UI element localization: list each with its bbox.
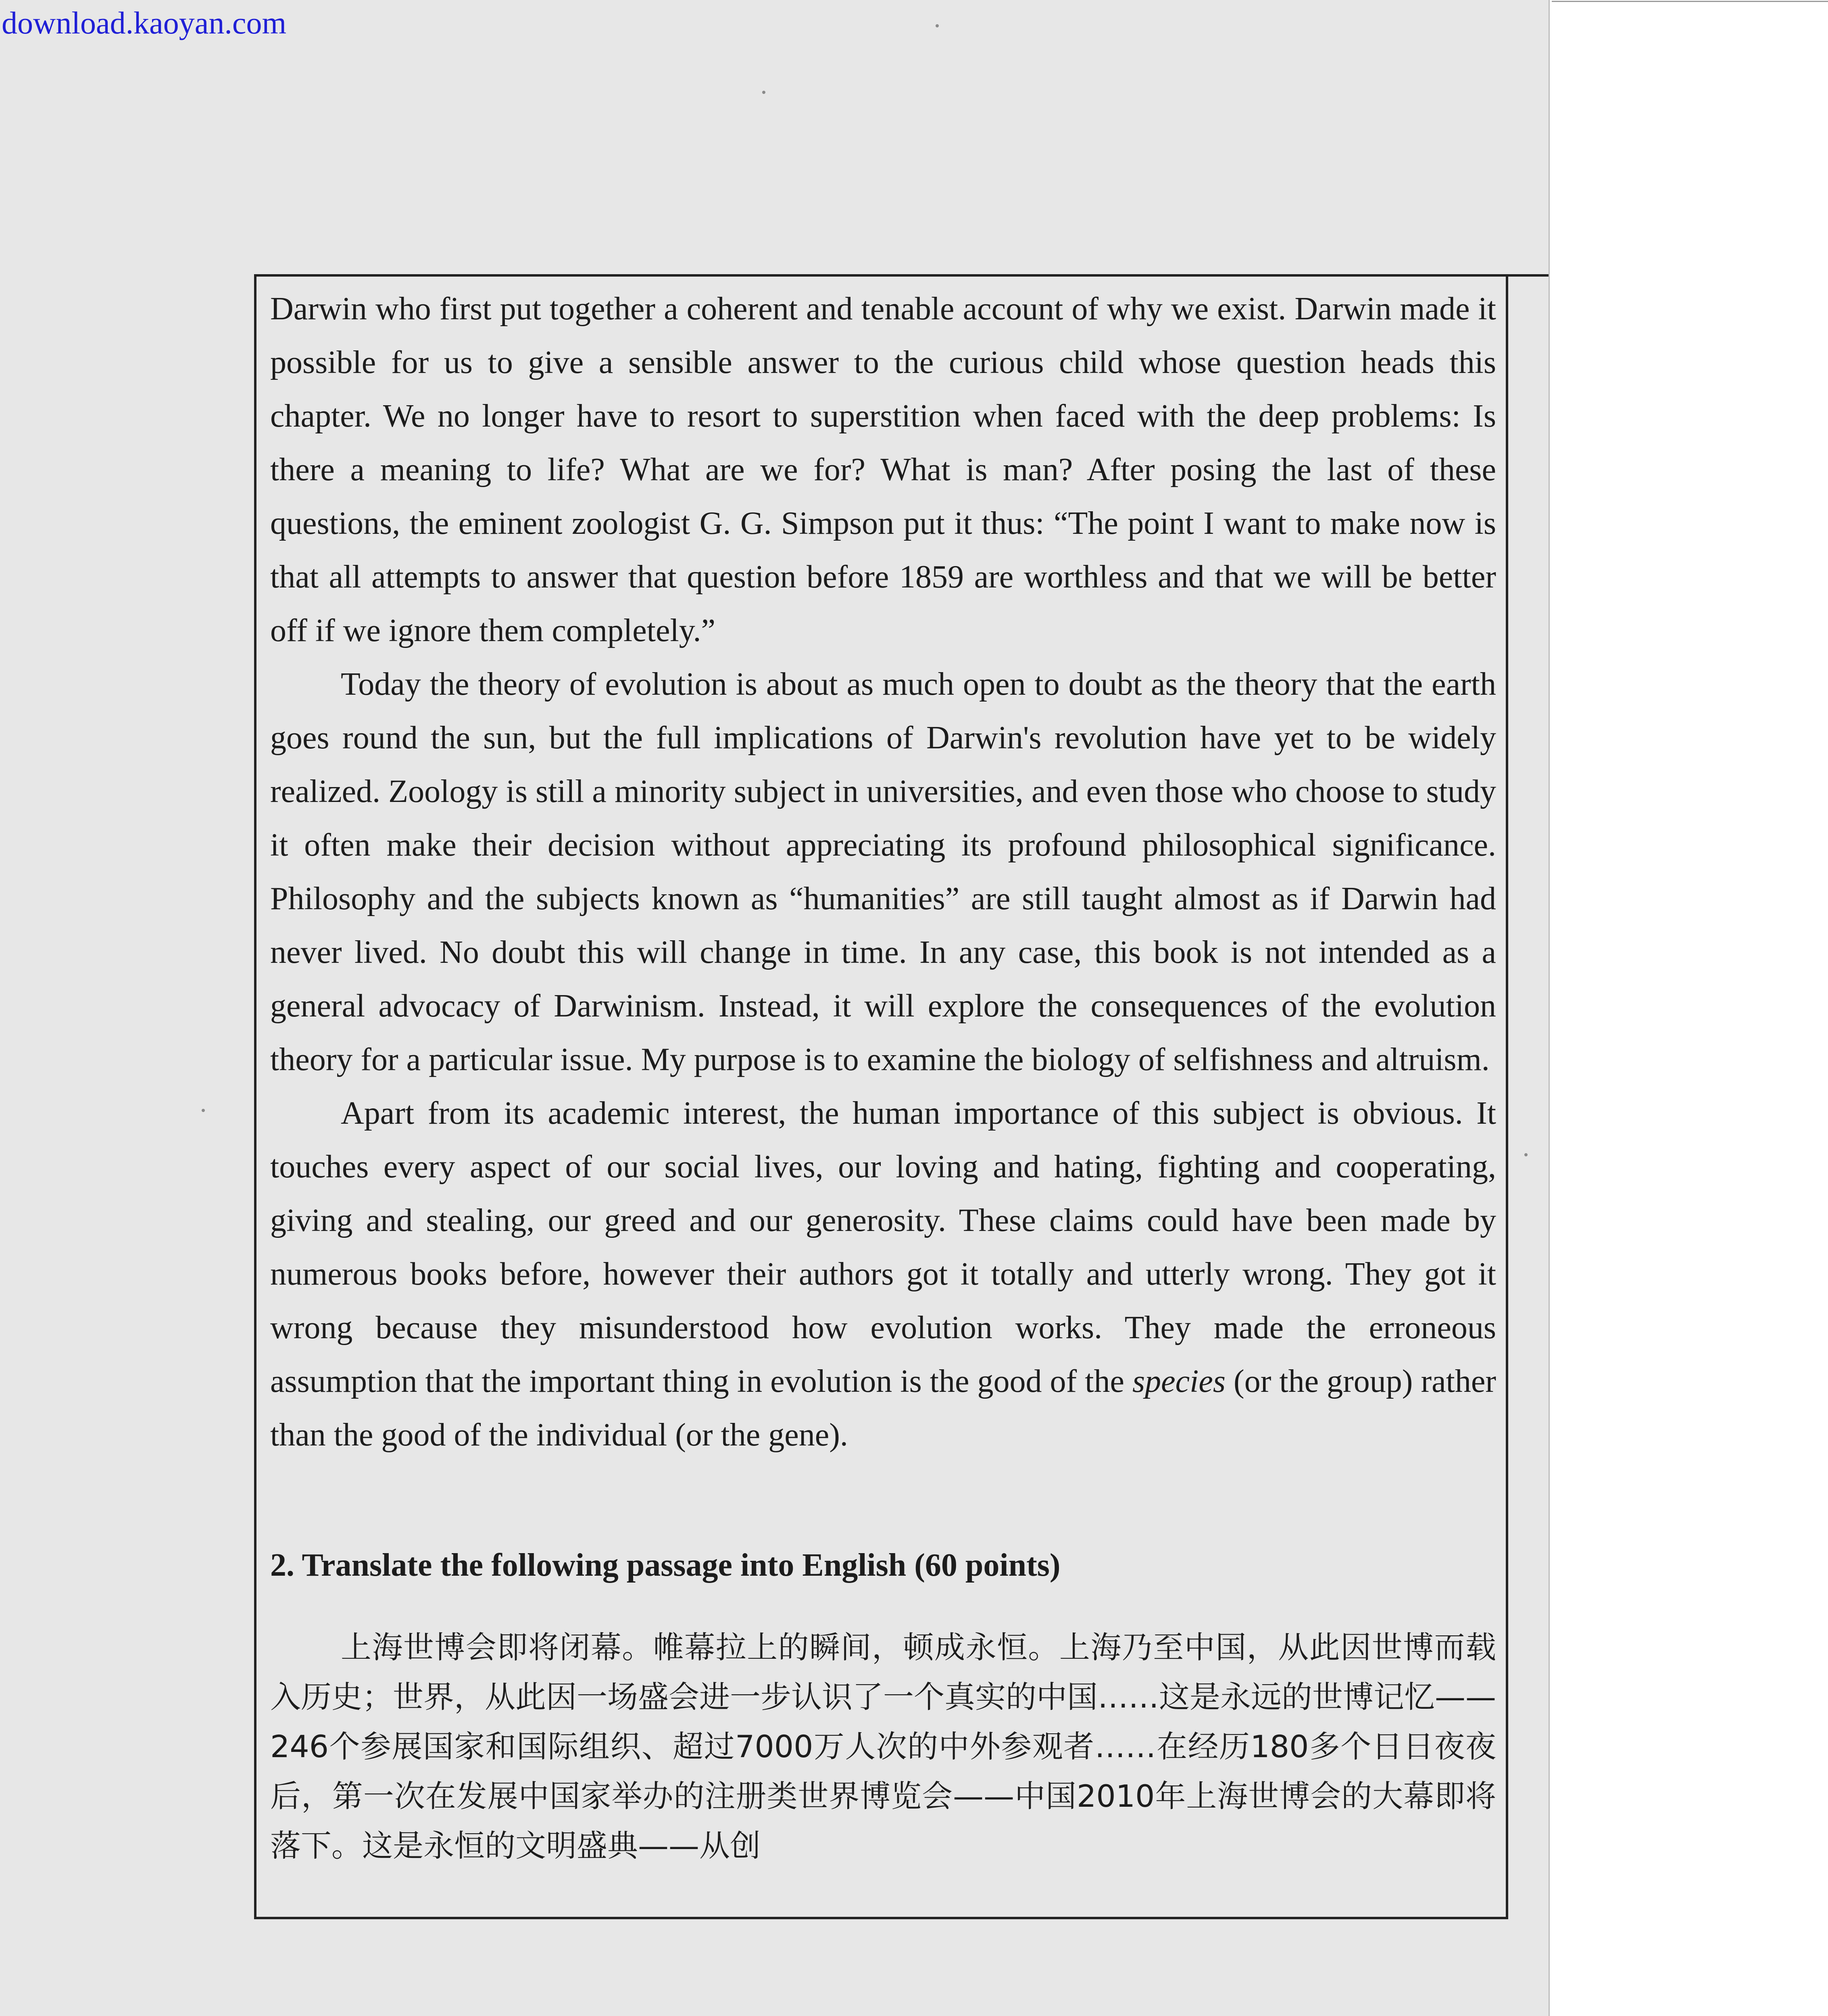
heading-gap bbox=[270, 1592, 1496, 1622]
scan-speck bbox=[762, 91, 765, 94]
section-gap bbox=[270, 1462, 1496, 1539]
passage-paragraph-3 bbox=[270, 1087, 1496, 1462]
exam-text-block bbox=[270, 282, 1496, 1870]
paragraph-3-text-b: (or the group) rather than the good of the individual (or the gene). bbox=[270, 1364, 1496, 1453]
frame-edge bbox=[1508, 274, 1549, 277]
scan-speck bbox=[1524, 1153, 1528, 1156]
scan-edge-line bbox=[1552, 1, 1828, 2]
scan-speck bbox=[202, 1109, 205, 1112]
watermark-link[interactable]: download.kaoyan.com bbox=[2, 5, 287, 40]
passage-paragraph-2: Today the theory of evolution is about as much open to doubt as the theory that the earth goes round the sun, but the full implications of Darwin's revolution have yet to be widely realized. Zoology is still a minority subject in universities, and even those who choose to study it often make their decision without appreciating its profound philosophical significance. Philosophy and the subjects known as “humanities” are still taught almost as if Darwin had never lived. No doubt this will change in time. In any case, this book is not intended as a general advocacy of Darwinism. Instead, it will explore the consequences of the evolution theory for a particular issue. My purpose is to examine the biology of selfishness and altruism. bbox=[270, 666, 1496, 1077]
scan-speck bbox=[936, 24, 939, 27]
passage-paragraph-1: Darwin who first put together a coherent and tenable account of why we exist. Darwin made it possible for us to give a sensible answer to the curious child whose question heads this chapter. We no longer have to resort to superstition when faced with the deep problems: Is there a meaning to life? What are we for? What is man? After posing the last of these questions, the eminent zoologist G. G. Simpson put it thus: “The point I want to make now is that all attempts to answer that question before 1859 are worthless and that we will be better off if we ignore them completely.” bbox=[270, 291, 1496, 648]
paragraph-3-text-a: Apart from its academic interest, the human importance of this subject is obvious. It touches every aspect of our social lives, our loving and hating, fighting and cooperating, giving and stealing, our greed and our generosity. These claims could have been made by numerous books before, however their authors got it totally and utterly wrong. They got it wrong because they misunderstood how evolution works. They made the erroneous assumption that the important thing in evolution is the good of the bbox=[270, 1095, 1496, 1399]
section-2-heading: 2. Translate the following passage into English (60 points) bbox=[270, 1547, 1061, 1583]
paragraph-3-italic-word: species bbox=[1132, 1364, 1226, 1399]
chinese-passage: 上海世博会即将闭幕。帷幕拉上的瞬间，顿成永恒。上海乃至中国，从此因世博而载入历史；世界，从此因一场盛会进一步认识了一个真实的中国……这是永远的世博记忆——246个参展国家和国际组织、超过7000万人次的中外参观者……在经历180多个日日夜夜后，第一次在发展中国家举办的注册类世界博览会——中国2010年上海世博会的大幕即将落下。这是永恒的文明盛典——从创 bbox=[270, 1629, 1496, 1864]
